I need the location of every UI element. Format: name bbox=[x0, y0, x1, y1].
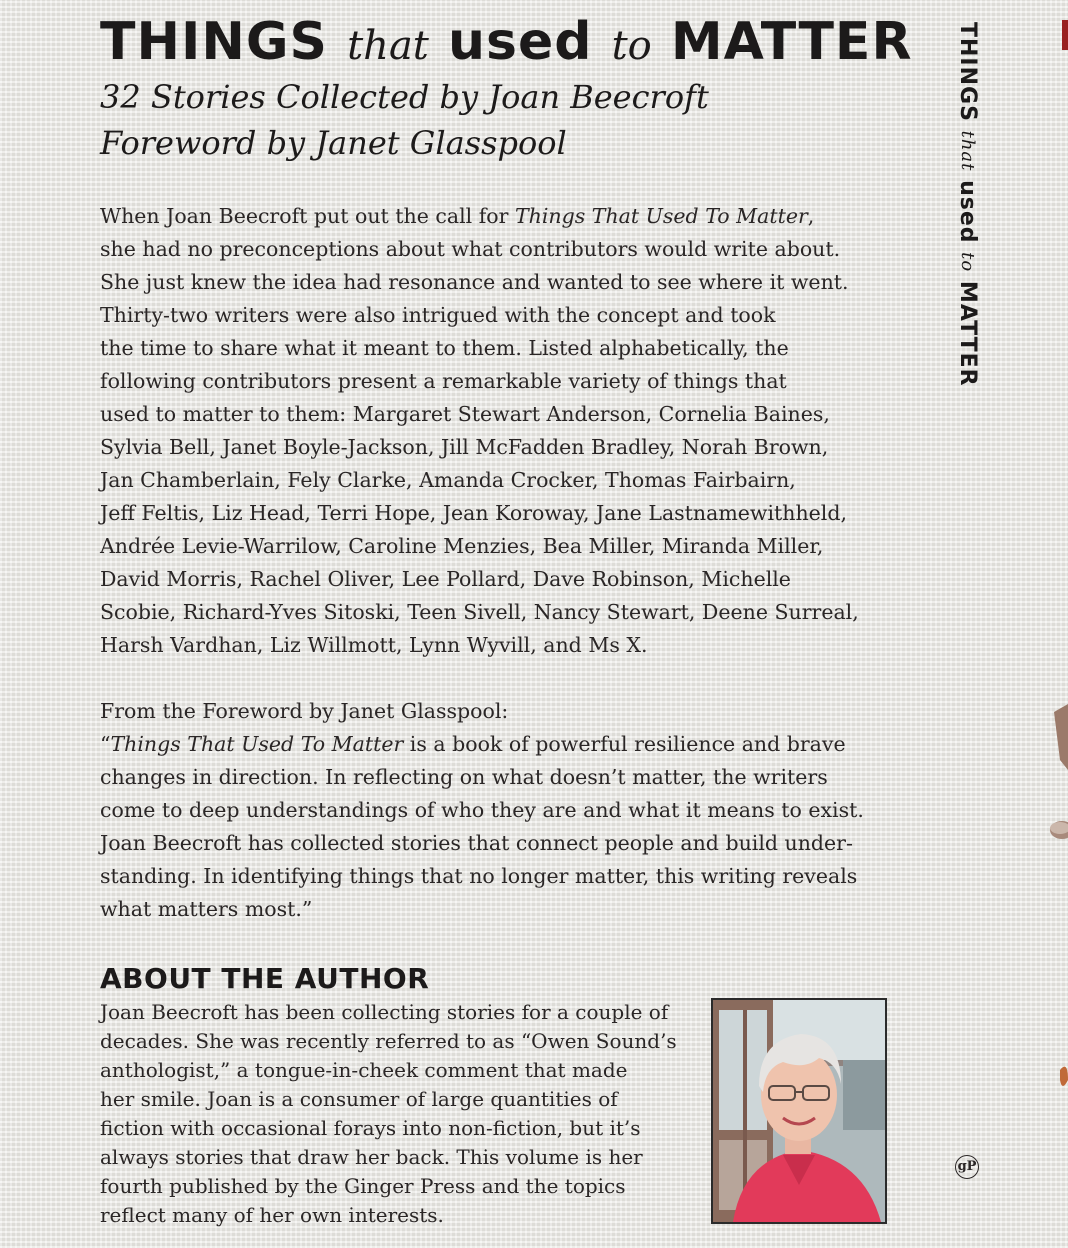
foreword-label: From the Foreword by Janet Glasspool: bbox=[100, 699, 509, 723]
bio-line: reflect many of her own interests. bbox=[100, 1203, 444, 1227]
foreword-line: come to deep understandings of who they are and what it means to exist. bbox=[100, 798, 864, 822]
author-photo bbox=[711, 998, 887, 1224]
spine-edge-accent bbox=[1062, 20, 1068, 50]
foreword-book-title: Things That Used To Matter bbox=[110, 732, 404, 756]
title-matter: MATTER bbox=[670, 12, 913, 72]
description-line: used to matter to them: Margaret Stewart Anderson, Cornelia Baines, bbox=[100, 402, 830, 426]
description-line: Scobie, Richard-Yves Sitoski, Teen Sivell, Nancy Stewart, Deene Surreal, bbox=[100, 600, 859, 624]
foreword-line: changes in direction. In reflecting on what doesn’t matter, the writers bbox=[100, 765, 828, 789]
description-line: following contributors present a remarkable variety of things that bbox=[100, 369, 787, 393]
spine-that: that bbox=[957, 130, 978, 172]
bio-line: fiction with occasional forays into non-fiction, but it’s bbox=[100, 1116, 641, 1140]
foreword-first-line-rest: is a book of powerful resilience and brave bbox=[403, 732, 846, 756]
foreword-excerpt bbox=[100, 695, 890, 926]
book-title bbox=[100, 12, 912, 72]
author-portrait-illustration bbox=[713, 1000, 885, 1222]
bio-line: her smile. Joan is a consumer of large quantities of bbox=[100, 1087, 618, 1111]
spine-to: to bbox=[957, 252, 978, 273]
foreword-line: what matters most.” bbox=[100, 897, 313, 921]
description-line: Jan Chamberlain, Fely Clarke, Amanda Crocker, Thomas Fairbairn, bbox=[100, 468, 796, 492]
bio-line: always stories that draw her back. This volume is her bbox=[100, 1145, 643, 1169]
description-line: Andrée Levie-Warrilow, Caroline Menzies, Bea Miller, Miranda Miller, bbox=[100, 534, 824, 558]
open-quote: “ bbox=[100, 732, 111, 756]
bio-line: decades. She was recently referred to as “Owen Sound’s bbox=[100, 1029, 677, 1053]
about-author-bio bbox=[100, 998, 700, 1230]
foreword-line: standing. In identifying things that no longer matter, this writing reveals bbox=[100, 864, 858, 888]
edge-decoration-icon bbox=[1030, 700, 1068, 1100]
description-line: Harsh Vardhan, Liz Willmott, Lynn Wyvill, and Ms X. bbox=[100, 633, 648, 657]
description-line: she had no preconceptions about what contributors would write about. bbox=[100, 237, 841, 261]
foreword-line: Joan Beecroft has collected stories that connect people and build under- bbox=[100, 831, 853, 855]
intro-comma: , bbox=[807, 204, 815, 228]
spine-title bbox=[950, 22, 980, 402]
bio-line: Joan Beecroft has been collecting stories for a couple of bbox=[100, 1000, 669, 1024]
publisher-logo-icon: gP bbox=[955, 1155, 979, 1179]
subtitle-collected-by: 32 Stories Collected by Joan Beecroft bbox=[100, 78, 709, 116]
description-line: Jeff Feltis, Liz Head, Terri Hope, Jean Koroway, Jane Lastnamewithheld, bbox=[100, 501, 847, 525]
bio-line: anthologist,” a tongue-in-cheek comment that made bbox=[100, 1058, 628, 1082]
about-author-heading: ABOUT THE AUTHOR bbox=[100, 962, 430, 995]
description-line: the time to share what it meant to them. Listed alphabetically, the bbox=[100, 336, 789, 360]
intro-book-title: Things That Used To Matter bbox=[514, 204, 808, 228]
subtitle-foreword-by: Foreword by Janet Glasspool bbox=[100, 124, 567, 162]
spine-matter: MATTER bbox=[955, 280, 980, 387]
bio-line: fourth published by the Ginger Press and the topics bbox=[100, 1174, 626, 1198]
description-line bbox=[100, 200, 890, 233]
description-line: David Morris, Rachel Oliver, Lee Pollard, Dave Robinson, Michelle bbox=[100, 567, 791, 591]
intro-text: When Joan Beecroft put out the call for bbox=[100, 204, 509, 228]
foreword-line bbox=[100, 728, 890, 761]
spine-things: THINGS bbox=[955, 22, 980, 122]
title-to: to bbox=[611, 23, 652, 69]
title-used: used bbox=[447, 12, 593, 72]
title-things: THINGS bbox=[100, 12, 328, 72]
description-line: She just knew the idea had resonance and wanted to see where it went. bbox=[100, 270, 849, 294]
description-paragraph bbox=[100, 200, 890, 662]
title-that: that bbox=[347, 23, 429, 69]
spine-used: used bbox=[955, 180, 980, 244]
description-line: Thirty-two writers were also intrigued with the concept and took bbox=[100, 303, 776, 327]
description-line: Sylvia Bell, Janet Boyle-Jackson, Jill McFadden Bradley, Norah Brown, bbox=[100, 435, 829, 459]
